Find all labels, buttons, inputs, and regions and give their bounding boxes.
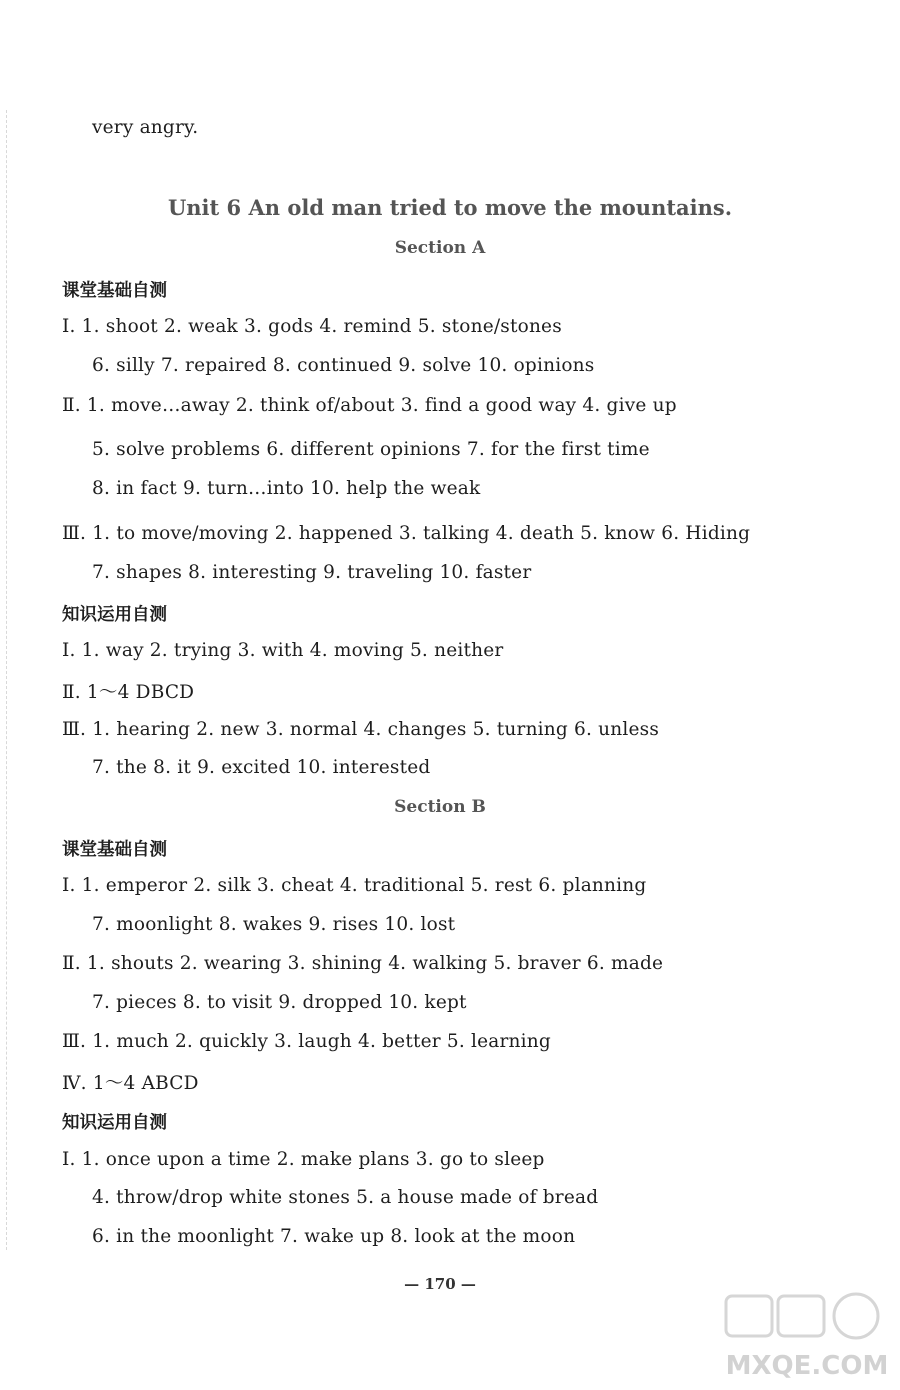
page-edge-divider — [6, 110, 9, 1250]
answer-line: 5. solve problems 6. different opinions 7. for the first time — [92, 439, 650, 460]
answer-line: Ⅰ. 1. way 2. trying 3. with 4. moving 5. neither — [62, 640, 504, 661]
continued-answer-line: very angry. — [92, 117, 199, 138]
answer-line: Ⅲ. 1. much 2. quickly 3. laugh 4. better 5. learning — [62, 1031, 551, 1052]
answer-line: 6. in the moonlight 7. wake up 8. look at the moon — [92, 1226, 576, 1247]
answer-line: 7. pieces 8. to visit 9. dropped 10. kept — [92, 992, 467, 1013]
answer-line: Ⅱ. 1～4 DBCD — [62, 682, 195, 703]
answer-line: Ⅰ. 1. once upon a time 2. make plans 3. go to sleep — [62, 1149, 545, 1170]
answer-line: Ⅳ. 1～4 ABCD — [62, 1073, 199, 1094]
section-a-heading-basic: 课堂基础自测 — [62, 281, 167, 301]
unit-title: Unit 6 An old man tried to move the mountains. — [167, 195, 733, 220]
answer-line: Ⅲ. 1. to move/moving 2. happened 3. talking 4. death 5. know 6. Hiding — [62, 523, 751, 544]
section-b-heading-application: 知识运用自测 — [62, 1113, 167, 1133]
answer-line: Ⅱ. 1. move…away 2. think of/about 3. find a good way 4. give up — [62, 395, 677, 416]
section-a-label: Section A — [394, 238, 486, 258]
section-b-label: Section B — [394, 797, 486, 817]
answer-line: Ⅲ. 1. hearing 2. new 3. normal 4. changes 5. turning 6. unless — [62, 719, 660, 740]
section-b-heading-basic: 课堂基础自测 — [62, 840, 167, 860]
page-number: — 170 — — [404, 1275, 476, 1293]
answer-line: 6. silly 7. repaired 8. continued 9. solve 10. opinions — [92, 355, 595, 376]
answer-line: 4. throw/drop white stones 5. a house made of bread — [92, 1187, 599, 1208]
answer-line: 7. the 8. it 9. excited 10. interested — [92, 757, 431, 778]
answer-line: Ⅰ. 1. emperor 2. silk 3. cheat 4. traditional 5. rest 6. planning — [62, 875, 647, 896]
section-a-heading-application: 知识运用自测 — [62, 605, 167, 625]
answer-line: 7. shapes 8. interesting 9. traveling 10. faster — [92, 562, 532, 583]
answer-line: Ⅱ. 1. shouts 2. wearing 3. shining 4. walking 5. braver 6. made — [62, 953, 664, 974]
answer-line: 8. in fact 9. turn…into 10. help the weak — [92, 478, 481, 499]
answer-line: 7. moonlight 8. wakes 9. rises 10. lost — [92, 914, 456, 935]
site-watermark-logo — [722, 1290, 892, 1382]
watermark-text: MXQE.COM — [725, 1351, 889, 1381]
answer-line: Ⅰ. 1. shoot 2. weak 3. gods 4. remind 5. stone/stones — [62, 316, 562, 337]
